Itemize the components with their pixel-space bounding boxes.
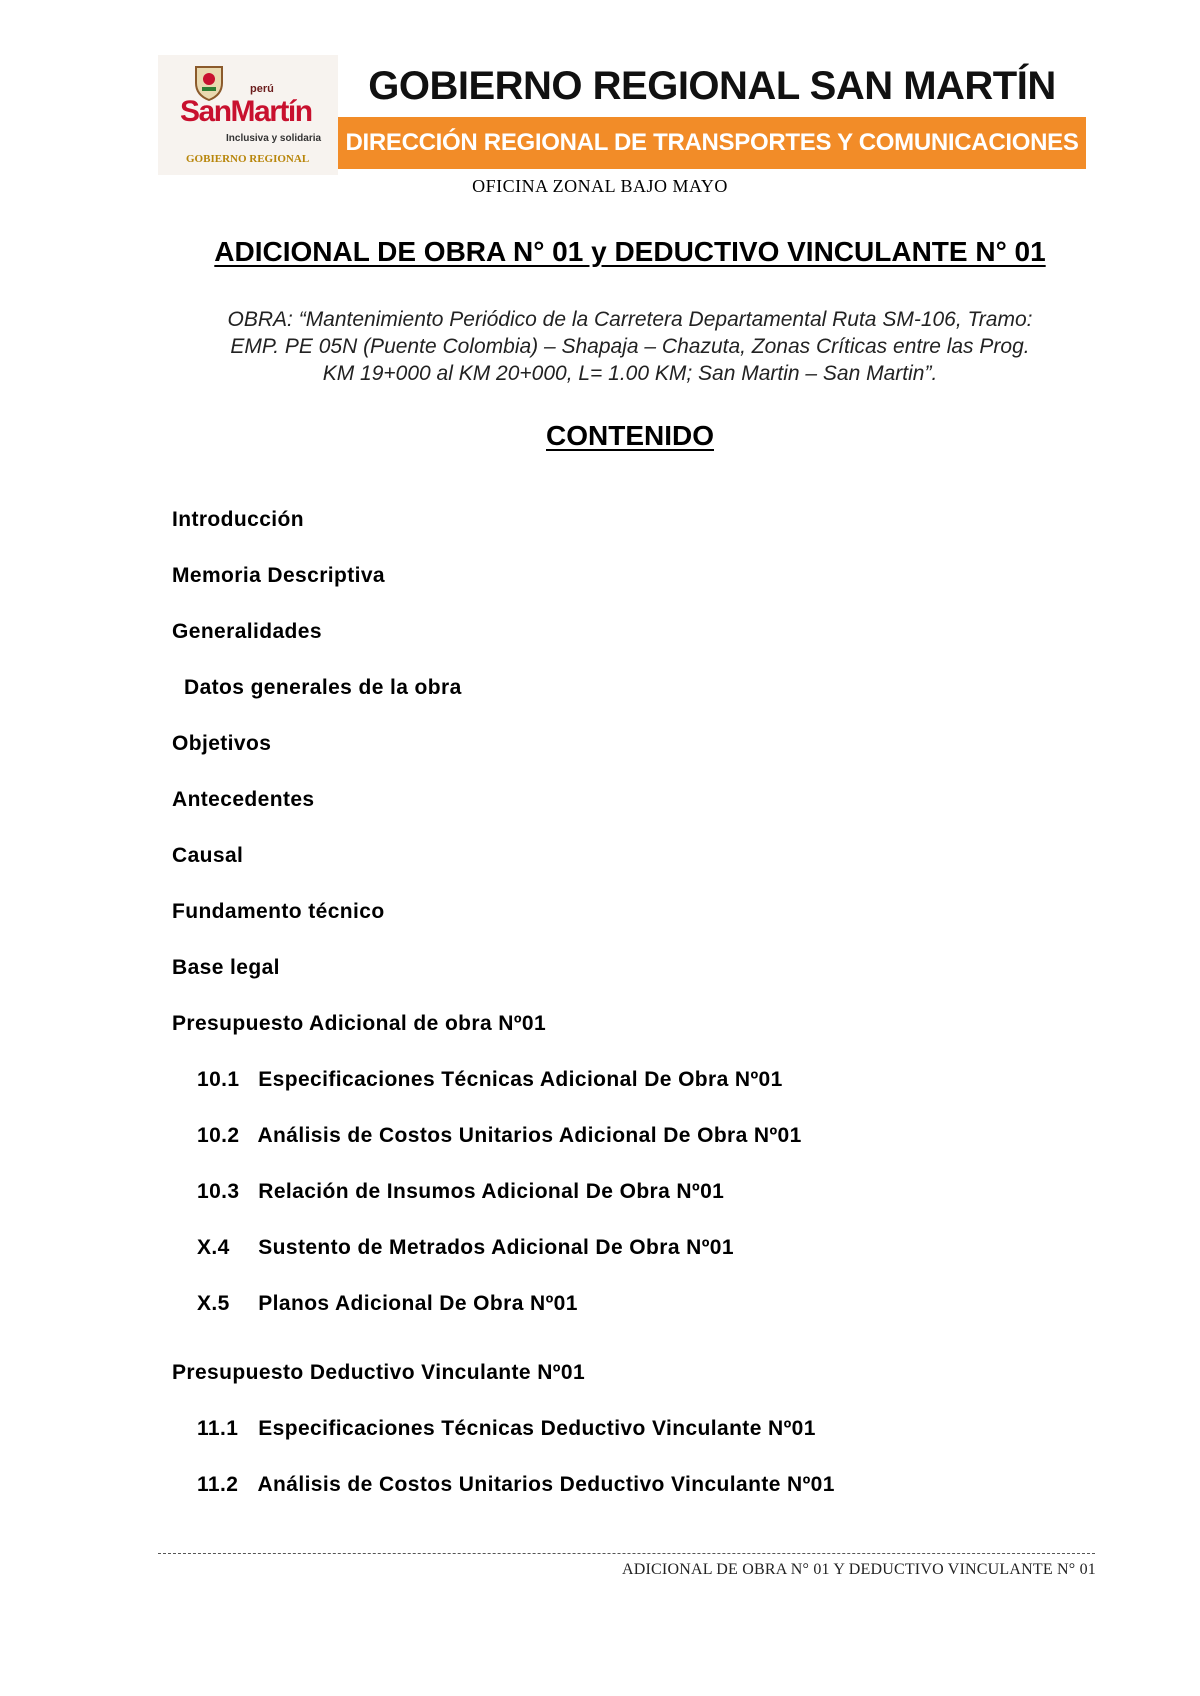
header-banner: [158, 55, 1086, 175]
document-title: ADICIONAL DE OBRA N° 01 y DEDUCTIVO VINCULANTE N° 01: [214, 236, 1046, 267]
toc-label: Objetivos: [172, 732, 272, 755]
toc-subitem-number: X.4: [197, 1236, 230, 1259]
toc-subitem-number: 10.1: [197, 1068, 240, 1091]
department-bar: DIRECCIÓN REGIONAL DE TRANSPORTES Y COMUNICACIONES: [338, 117, 1086, 169]
obra-line: EMP. PE 05N (Puente Colombia) – Shapaja – Chazuta, Zonas Críticas entre las Prog.: [230, 335, 1030, 358]
toc-subitem: [197, 1289, 578, 1319]
logo-name-text: SanMartín: [180, 95, 312, 128]
toc-subitem-label: Especificaciones Técnicas Adicional De Obra Nº01: [258, 1068, 783, 1091]
toc-subitem: [197, 1065, 783, 1095]
contenido-heading: CONTENIDO: [546, 420, 714, 451]
toc-subitem: [197, 1233, 734, 1263]
toc-label: Memoria Descriptiva: [172, 564, 386, 587]
toc-subitem: [197, 1177, 724, 1207]
toc-label: Causal: [172, 844, 244, 867]
logo-peru-text: perú: [250, 83, 274, 95]
toc-label: Antecedentes: [172, 788, 315, 811]
toc-subitem-label: Sustento de Metrados Adicional De Obra Nº01: [258, 1236, 734, 1259]
obra-line: KM 19+000 al KM 20+000, L= 1.00 KM; San Martin – San Martin”.: [322, 362, 938, 385]
toc-subitem-number: X.5: [197, 1292, 230, 1315]
toc-subitem: [197, 1414, 816, 1444]
toc-subitem-number: 10.3: [197, 1180, 240, 1203]
obra-line: OBRA: “Mantenimiento Periódico de la Carretera Departamental Ruta SM-106, Tramo:: [227, 308, 1033, 331]
government-title: GOBIERNO REGIONAL SAN MARTÍN: [338, 55, 1086, 117]
office-name: OFICINA ZONAL BAJO MAYO: [472, 176, 728, 196]
logo-slogan-text: Inclusiva y solidaria: [226, 133, 322, 144]
toc-label: Presupuesto Deductivo Vinculante Nº01: [172, 1361, 586, 1384]
regional-logo: [158, 55, 338, 175]
toc-subitem-number: 11.1: [197, 1417, 239, 1440]
toc-subitem-number: 11.2: [197, 1473, 239, 1496]
toc-subitem-label: Análisis de Costos Unitarios Adicional De Obra Nº01: [257, 1124, 802, 1147]
obra-description: [155, 306, 1105, 387]
footer-divider: [158, 1553, 1095, 1554]
toc-label: Base legal: [172, 956, 280, 979]
toc-subitem: [197, 1470, 835, 1500]
toc-label: Presupuesto Adicional de obra Nº01: [172, 1012, 547, 1035]
logo-gobierno-text: GOBIERNO REGIONAL: [186, 153, 310, 165]
toc-label: Datos generales de la obra: [184, 676, 462, 699]
toc-subitem-label: Planos Adicional De Obra Nº01: [258, 1292, 578, 1315]
footer-text: ADICIONAL DE OBRA N° 01 Y DEDUCTIVO VINCULANTE N° 01: [622, 1561, 1096, 1578]
toc-label: Fundamento técnico: [172, 900, 385, 923]
toc-subitem-number: 10.2: [197, 1124, 240, 1147]
toc-subitem-label: Relación de Insumos Adicional De Obra Nº01: [258, 1180, 725, 1203]
toc-subitem-label: Análisis de Costos Unitarios Deductivo Vinculante Nº01: [257, 1473, 835, 1496]
toc-label: Introducción: [172, 508, 304, 531]
toc-subitem-label: Especificaciones Técnicas Deductivo Vinculante Nº01: [258, 1417, 816, 1440]
toc-label: Generalidades: [172, 620, 322, 643]
toc-subitem: [197, 1121, 802, 1151]
